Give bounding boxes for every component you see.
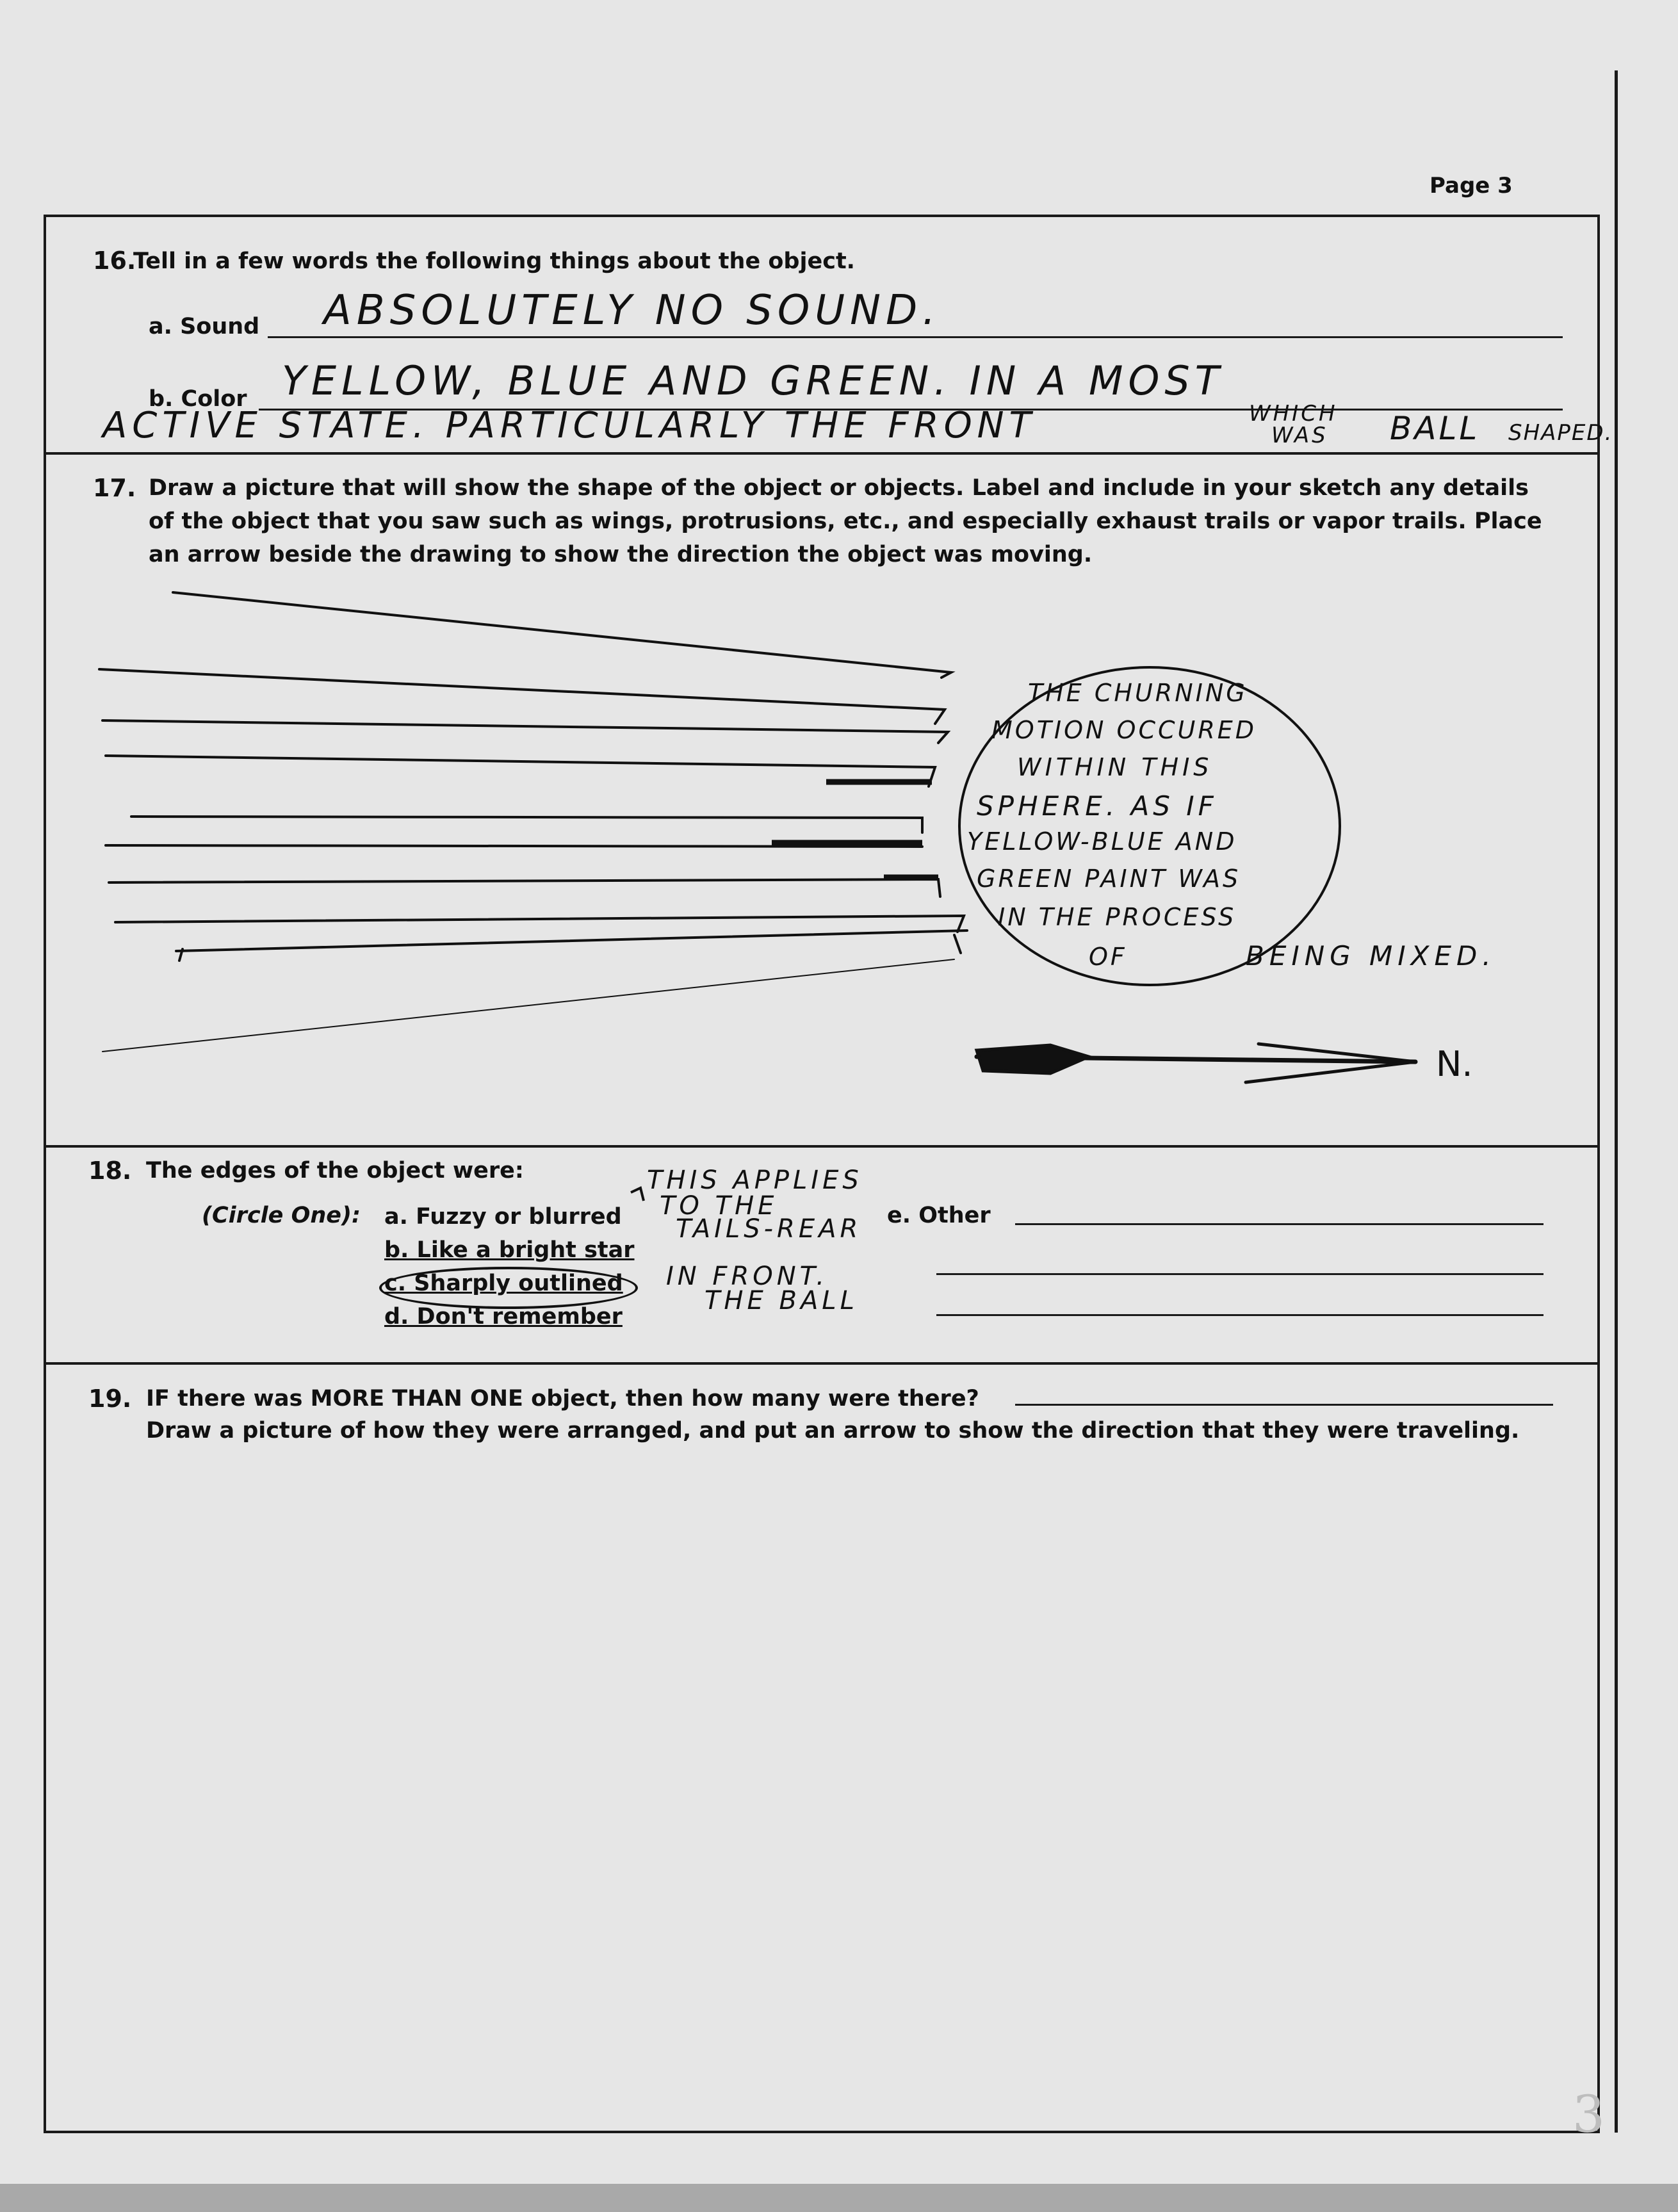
edge-option-c: c. Sharply outlined bbox=[384, 1271, 623, 1296]
sound-label: a. Sound bbox=[149, 314, 260, 339]
color-label: b. Color bbox=[149, 386, 247, 412]
sphere-note-line: SPHERE. AS IF bbox=[977, 790, 1218, 822]
sphere-note-line: WITHIN THIS bbox=[1017, 753, 1213, 781]
other-label: e. Other bbox=[887, 1203, 991, 1228]
count-answer-line bbox=[1015, 1404, 1553, 1406]
corner-page-mark: 3 bbox=[1572, 2085, 1605, 2144]
color-answer-line1: YELLOW, BLUE AND GREEN. IN A MOST bbox=[282, 357, 1225, 404]
direction-label: N. bbox=[1436, 1044, 1473, 1084]
question-19-prompt-line1: IF there was MORE THAN ONE object, then how many were there? bbox=[146, 1386, 979, 1411]
sound-answer: ABSOLUTELY NO SOUND. bbox=[323, 287, 941, 334]
sphere-note-tail: BEING MIXED. bbox=[1246, 940, 1496, 972]
color-answer-shaped: SHAPED. bbox=[1508, 420, 1613, 446]
edge-note-a-line: TO THE bbox=[660, 1191, 778, 1221]
question-18-number: 18. bbox=[88, 1157, 132, 1185]
edge-note-c-line: THE BALL bbox=[705, 1286, 858, 1315]
sphere-note-line: GREEN PAINT WAS bbox=[977, 865, 1241, 893]
edge-note-a-line: TAILS-REAR bbox=[676, 1214, 862, 1244]
question-16-number: 16. bbox=[93, 247, 136, 275]
sphere-note-line: OF bbox=[1089, 943, 1127, 971]
sphere-note-line: IN THE PROCESS bbox=[998, 903, 1237, 931]
sphere-note-line: THE CHURNING bbox=[1028, 679, 1248, 707]
question-17-prompt-line1: Draw a picture that will show the shape of the object or objects. Label and include in your sketch any details bbox=[149, 475, 1529, 501]
edge-note-a-line: THIS APPLIES bbox=[647, 1166, 863, 1195]
page-number: Page 3 bbox=[1430, 173, 1513, 199]
edge-option-d: d. Don't remember bbox=[384, 1304, 623, 1330]
sphere-note-line: YELLOW-BLUE AND bbox=[967, 827, 1237, 856]
question-18-prompt: The edges of the object were: bbox=[146, 1158, 524, 1183]
question-19-prompt-line2: Draw a picture of how they were arranged, and put an arrow to show the direction that they were traveling. bbox=[146, 1418, 1520, 1443]
color-answer-which: WHICH bbox=[1249, 401, 1338, 427]
color-answer-ball: BALL bbox=[1390, 410, 1480, 447]
question-17-prompt-line3: an arrow beside the drawing to show the direction the object was moving. bbox=[149, 542, 1093, 567]
edge-option-a: a. Fuzzy or blurred bbox=[384, 1204, 622, 1230]
question-16-prompt: Tell in a few words the following things about the object. bbox=[133, 248, 855, 274]
question-19-number: 19. bbox=[88, 1385, 132, 1413]
question-17-number: 17. bbox=[93, 474, 136, 502]
sphere-note-line: MOTION OCCURED bbox=[991, 716, 1257, 744]
edge-note-c-line: IN FRONT. bbox=[666, 1262, 829, 1291]
edge-option-b: b. Like a bright star bbox=[384, 1237, 635, 1263]
question-17-prompt-line2: of the object that you saw such as wings, protrusions, etc., and especially exhaust trails or vapor trails. Place bbox=[149, 508, 1542, 534]
circle-one-label: (Circle One): bbox=[202, 1203, 361, 1228]
color-answer-line2: ACTIVE STATE. PARTICULARLY THE FRONT bbox=[102, 405, 1036, 446]
color-answer-was: WAS bbox=[1271, 423, 1328, 448]
